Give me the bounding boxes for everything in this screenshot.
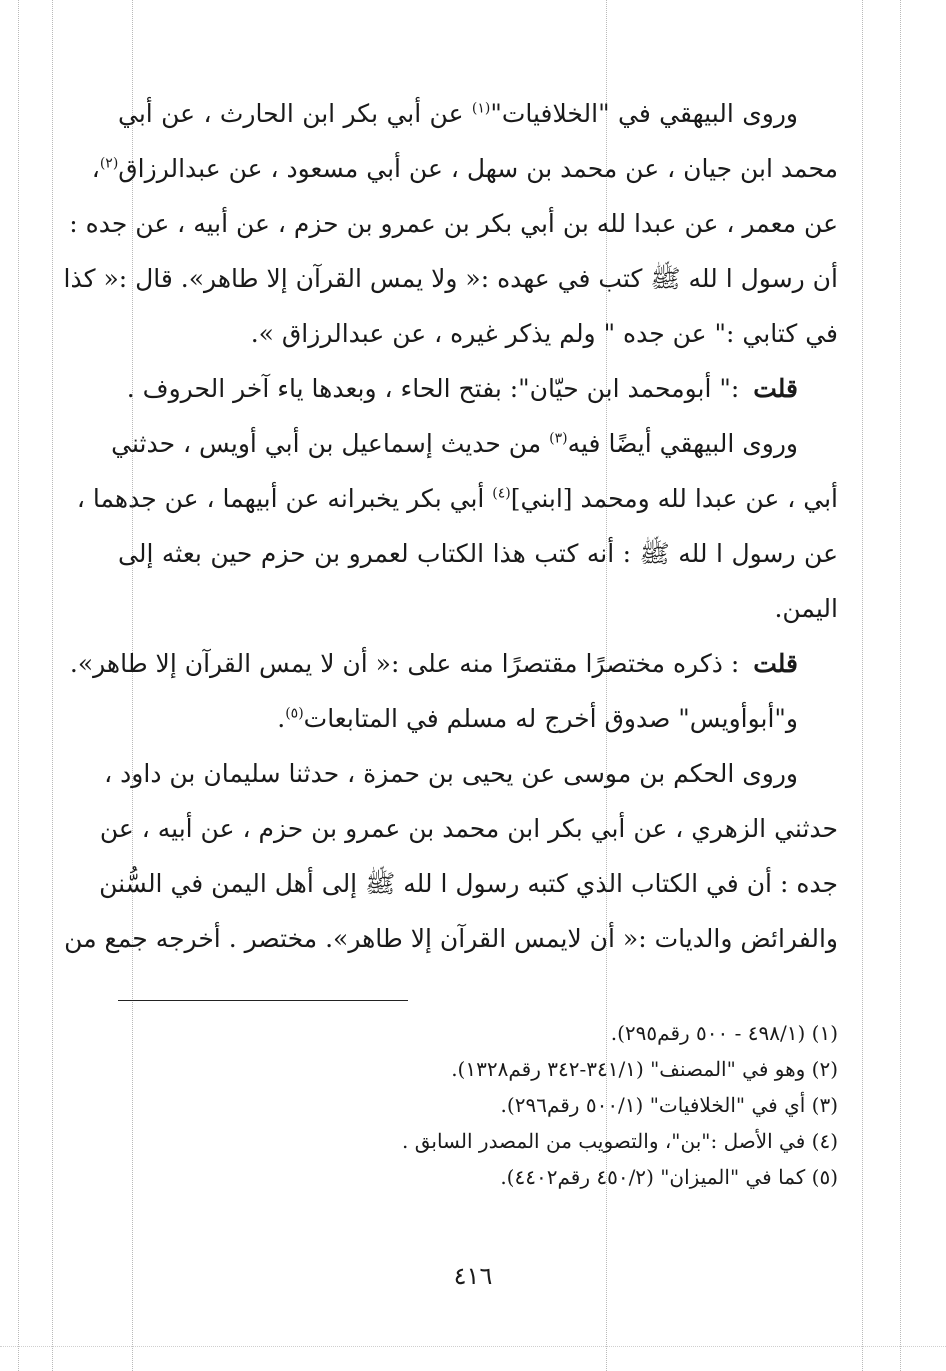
- footnote-ref[interactable]: (٥): [285, 705, 304, 722]
- footnote: (٤) في الأصل :"بن"، والتصويب من المصدر السابق .: [402, 1129, 838, 1153]
- footnote-ref[interactable]: (١): [471, 100, 491, 117]
- guide-line: [862, 0, 863, 1371]
- footnote-separator: [118, 1000, 408, 1001]
- text-line: اليمن.: [774, 594, 838, 623]
- text-line: والفرائض والديات :« أن لايمس القرآن إلا طاهر». مختصر . أخرجه جمع من: [64, 924, 838, 953]
- text-line: محمد ابن جيان ، عن محمد بن سهل ، عن أبي مسعود ، عن عبدالرزاق$^{(٢)}$،: [91, 154, 838, 183]
- main-text: [63, 86, 838, 966]
- text-line: وروى البيهقي في "الخلافيات"$^{(١)}$ عن أبي بكر ابن الحارث ، عن أبي: [118, 99, 798, 128]
- qult-label: قلت: [753, 649, 798, 678]
- text-line: قلت : ذكره مختصرًا مقتصرًا منه على :« أن لا يمس القرآن إلا طاهر».: [69, 649, 798, 678]
- text-line: وروى الحكم بن موسى عن يحيى بن حمزة ، حدثنا سليمان بن داود ،: [104, 759, 798, 788]
- footnotes: [118, 1000, 838, 1195]
- qult-label: قلت: [753, 374, 798, 403]
- footnote-ref[interactable]: (٤): [492, 485, 511, 502]
- footnote-ref[interactable]: (٣): [549, 430, 568, 447]
- text-line: عن معمر ، عن عبدا لله بن أبي بكر بن عمرو بن حزم ، عن أبيه ، عن جده :: [69, 209, 838, 238]
- footnote-ref[interactable]: (٢): [99, 155, 119, 172]
- footnote: (١) (٤٩٨/١ - ٥٠٠ رقم٢٩٥).: [610, 1021, 838, 1045]
- text-line: أن رسول ا لله ﷺ كتب في عهده :« ولا يمس القرآن إلا طاهر». قال :« كذا: [63, 264, 838, 293]
- text-line: و"أبوأويس" صدوق أخرج له مسلم في المتابعات$^{(٥)}$.: [277, 704, 798, 733]
- text-line: جده : أن في الكتاب الذي كتبه رسول ا لله ﷺ إلى أهل اليمن في السُّنن: [99, 869, 838, 898]
- text-line: عن رسول ا لله ﷺ : أنه كتب هذا الكتاب لعمرو بن حزم حين بعثه إلى: [118, 539, 838, 568]
- guide-line: [900, 0, 901, 1371]
- footnote: (٣) أي في "الخلافيات" (٥٠٠/١ رقم٢٩٦).: [500, 1093, 838, 1117]
- footnote: (٢) وهو في "المصنف" (٣٤١/١-٣٤٢ رقم١٣٢٨).: [451, 1057, 838, 1081]
- guide-line: [0, 1346, 946, 1347]
- text-line: وروى البيهقي أيضًا فيه$^{(٣)}$ من حديث إسماعيل بن أبي أويس ، حدثني: [111, 429, 798, 458]
- text-line: قلت :" أبومحمد ابن حيّان": بفتح الحاء ، وبعدها ياء آخر الحروف .: [126, 374, 798, 403]
- guide-line: [18, 0, 19, 1371]
- text-line: حدثني الزهري ، عن أبي بكر ابن محمد بن عمرو بن حزم ، عن أبيه ، عن: [99, 814, 838, 843]
- text-line: في كتابي :" عن جده " ولم يذكر غيره ، عن عبدالرزاق ».: [250, 319, 838, 348]
- text-line: أبي ، عن عبدا لله ومحمد [ابني]$^{(٤)}$ أبي بكر يخبرانه عن أبيهما ، عن جدهما ،: [76, 484, 838, 513]
- footnote: (٥) كما في "الميزان" (٤٥٠/٢ رقم٤٤٠٢).: [500, 1165, 838, 1189]
- guide-line: [52, 0, 53, 1371]
- page-number: ٤١٦: [453, 1262, 493, 1290]
